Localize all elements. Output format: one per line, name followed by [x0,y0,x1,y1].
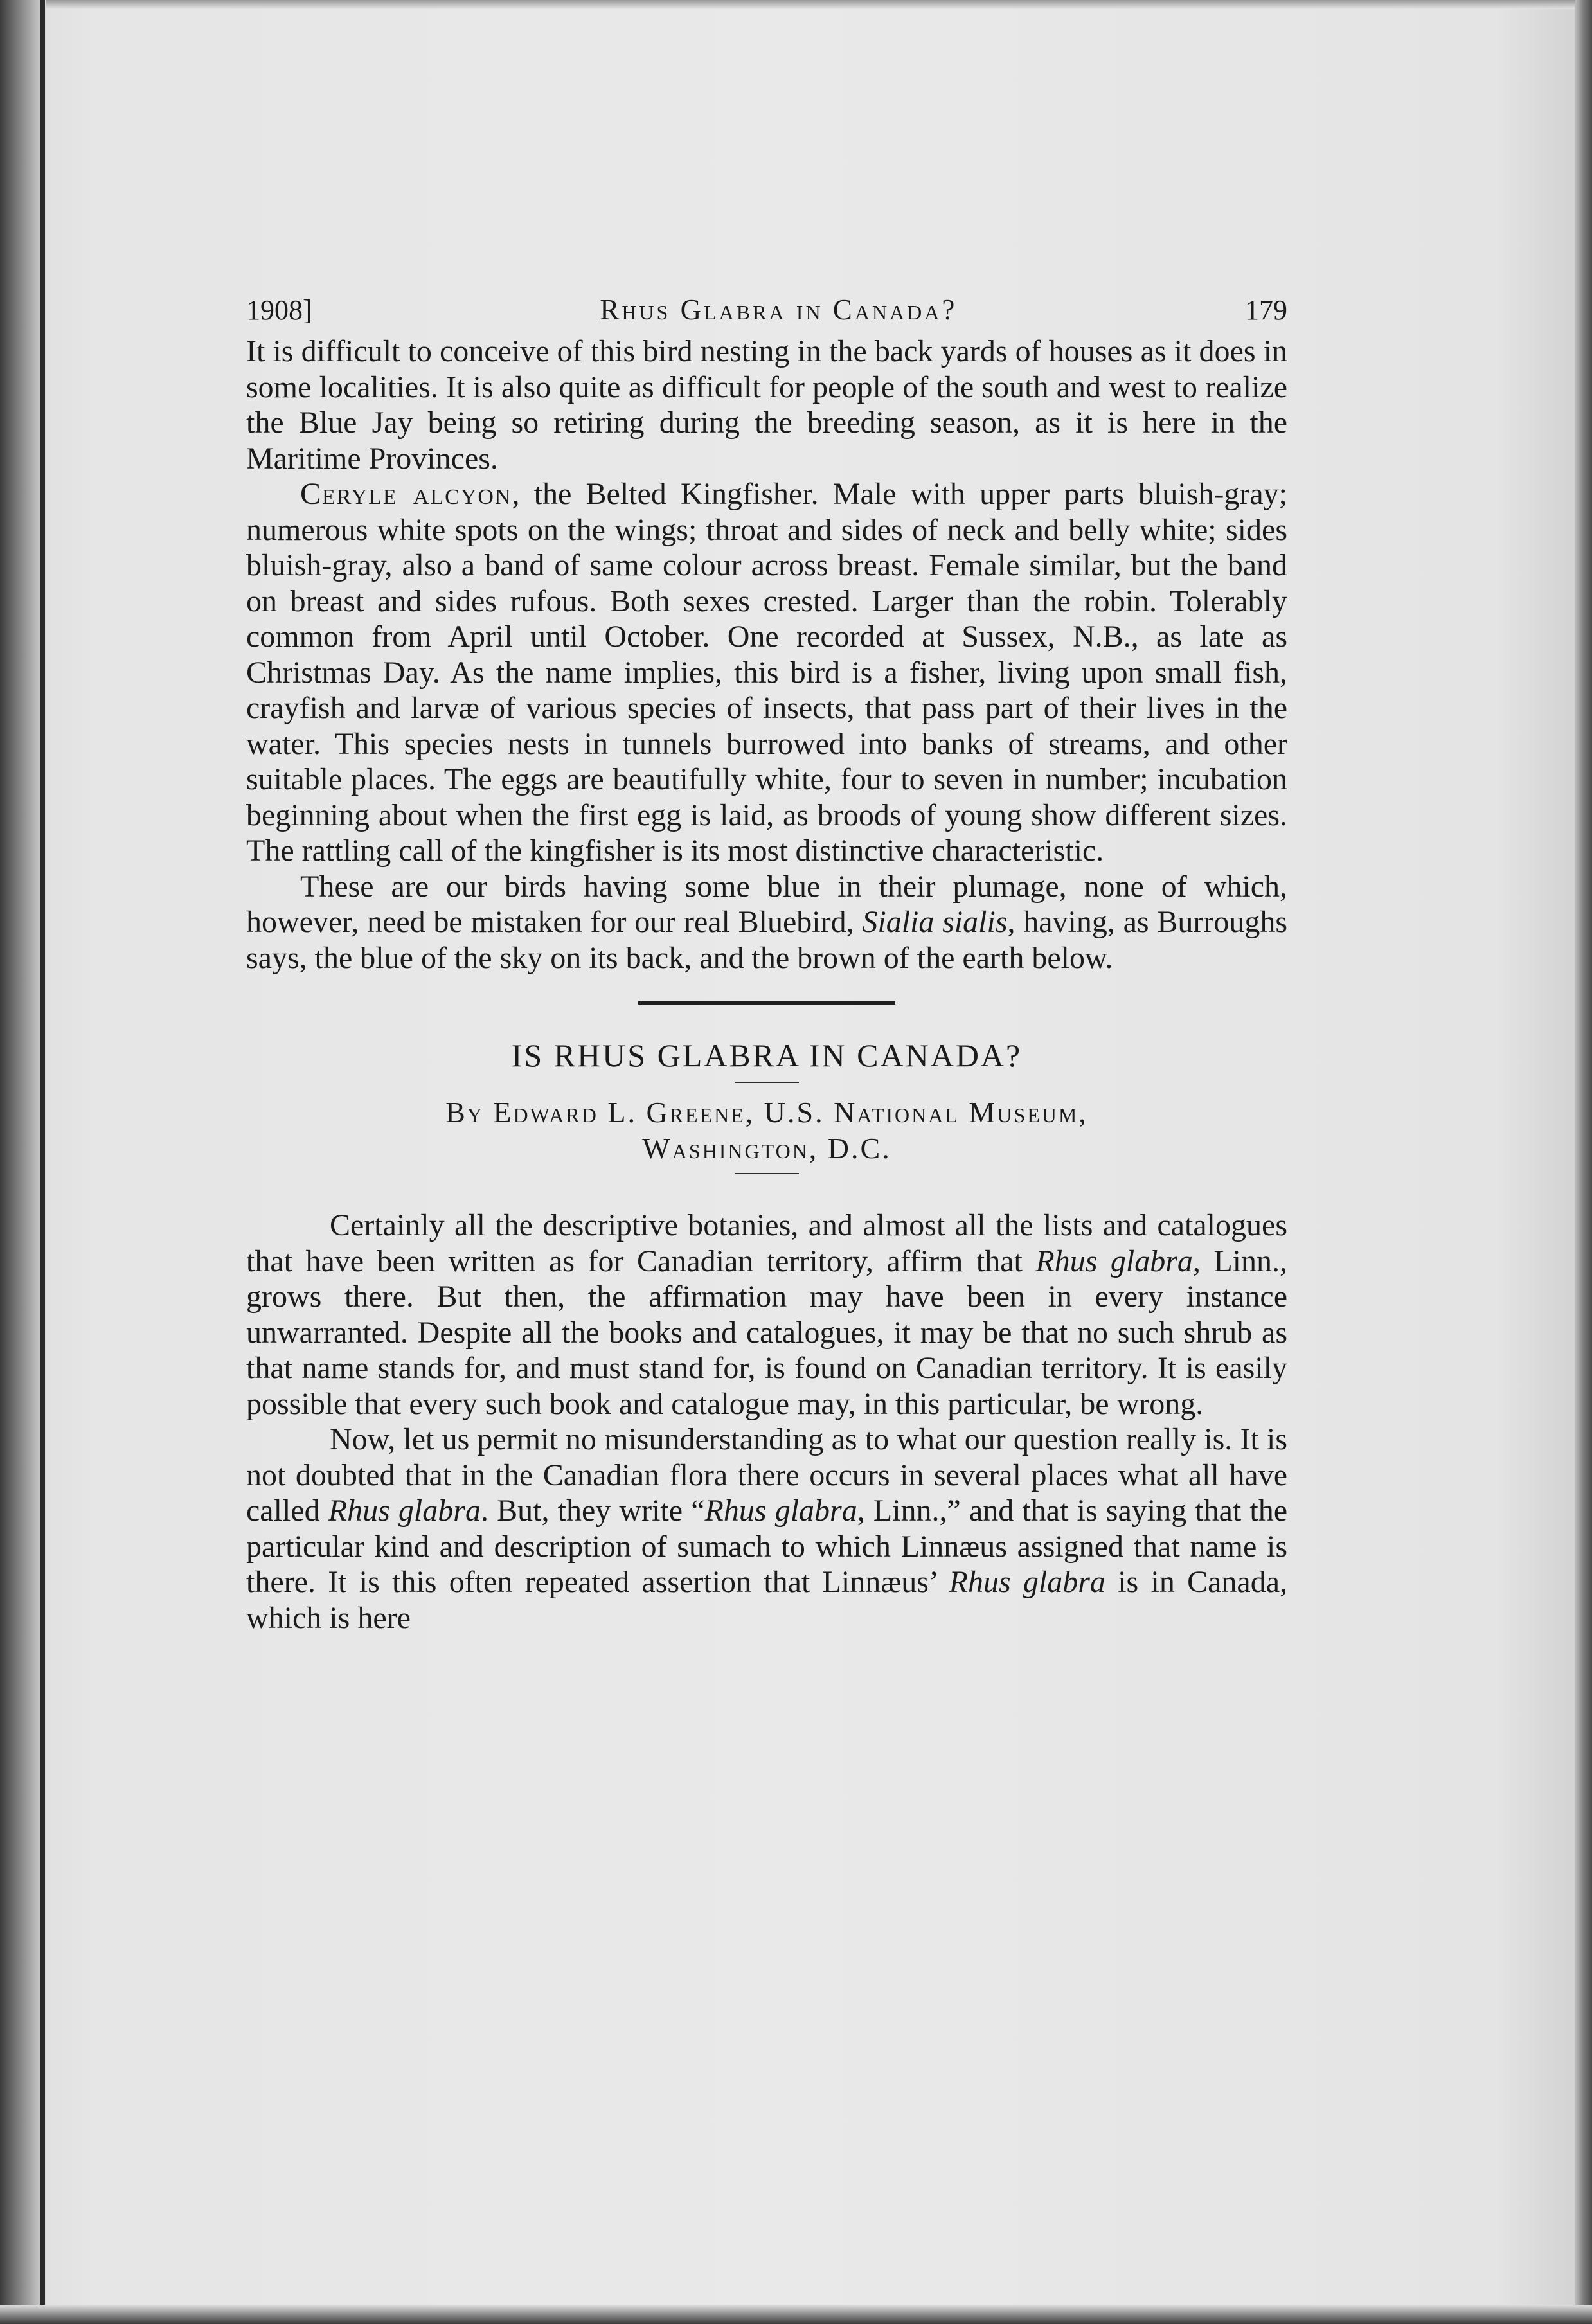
book-binding-edge [0,0,46,2324]
paragraph-text: . But, they write “ [480,1494,705,1528]
paragraph-bluebird [246,869,1287,976]
byline-rule [735,1173,799,1174]
paragraph: It is difficult to conceive of this bird nesting in the back yards of houses as it does in some localities. It is also quite as difficult for people of the south and west to realize the Blue Jay being so retiring during the breeding season, as it is here in the Maritime Provinces. [246,334,1287,476]
article-title: IS RHUS GLABRA IN CANADA? [511,1037,1023,1073]
paragraph-text: is in Canada, which is here [246,1565,1288,1635]
bird-article-continuation [246,334,1287,976]
spacer [246,1186,1287,1208]
paragraph [246,1208,1287,1422]
paragraph [246,1422,1287,1636]
species-name: Ceryle alcyon [300,477,512,511]
paragraph-text: Now, let us permit no misunderstanding as to what our question really is. It is not doubted that in the Canadian flora there occurs in several places what all have called [246,1422,1287,1528]
paragraph-text: , having, as Burroughs says, the blue of the sky on its back, and the brown of the earth below. [246,905,1288,975]
running-head-year: 1908] [246,294,312,326]
page-number: 179 [1245,294,1287,326]
species-name-italic: Rhus glabra [1035,1244,1193,1278]
paragraph-text: , Linn.,” and that is saying that the particular kind and description of sumach to which Linnæus assigned that name is there. It is this often repeated assertion that Linnæus’ [246,1494,1288,1599]
running-head [246,292,1287,334]
page-content [246,292,1287,1636]
byline-place: Washington, D.C. [642,1132,891,1165]
running-head-title: Rhus Glabra in Canada? [600,294,958,326]
title-rule [735,1082,799,1083]
species-name-italic: Rhus glabra [949,1565,1105,1599]
section-divider [638,1001,895,1005]
paragraph-kingfisher [246,476,1287,869]
byline-author: By Edward L. Greene, U.S. National Museum, [445,1096,1088,1129]
right-page-edge [1575,0,1592,2324]
species-name-italic: Sialia sialis [862,905,1008,939]
bottom-page-edge [0,2305,1592,2324]
rhus-article-body [246,1208,1287,1636]
paragraph-text: These are our birds having some blue in their plumage, none of which, however, need be mistaken for our real Bluebird, [246,869,1287,939]
paragraph-text: , Linn., grows there. But then, the affirmation may have been in every instance unwarranted. Despite all the books and catalogues, it may be that no such shrub as that name stands for, and must stand for, is found on Canadian territory. It is easily possible that every such book and catalogue may, in this particular, be wrong. [246,1244,1288,1421]
top-edge-shadow [0,0,1592,9]
paragraph-text: Certainly all the descriptive botanies, and almost all the lists and catalogues that have been written as for Canadian territory, affirm that [246,1208,1287,1278]
species-name-italic: Rhus glabra [328,1494,481,1528]
species-name-italic: Rhus glabra [704,1494,857,1528]
paragraph-text: , the Belted Kingfisher. Male with upper parts bluish-gray; numerous white spots on the wings; throat and sides of neck and belly white; sides bluish-gray, also a band of same colour across breast. Female similar, but the band on breast and sides rufous. Both sexes crested. Larger than the robin. Tolerably common from April until October. One recorded at Sussex, N.B., as late as Christmas Day. As the name implies, this bird is a fisher, living upon small fish, crayfish and larvæ of various species of insects, that pass part of their lives in the water. This species nests in tunnels burrowed into banks of streams, and other suitable places. The eggs are beautifully white, four to seven in number; incubation beginning about when the first egg is laid, as broods of young show different sizes. The rattling call of the kingfisher is its most distinctive characteristic. [246,477,1287,868]
byline [246,1095,1287,1166]
